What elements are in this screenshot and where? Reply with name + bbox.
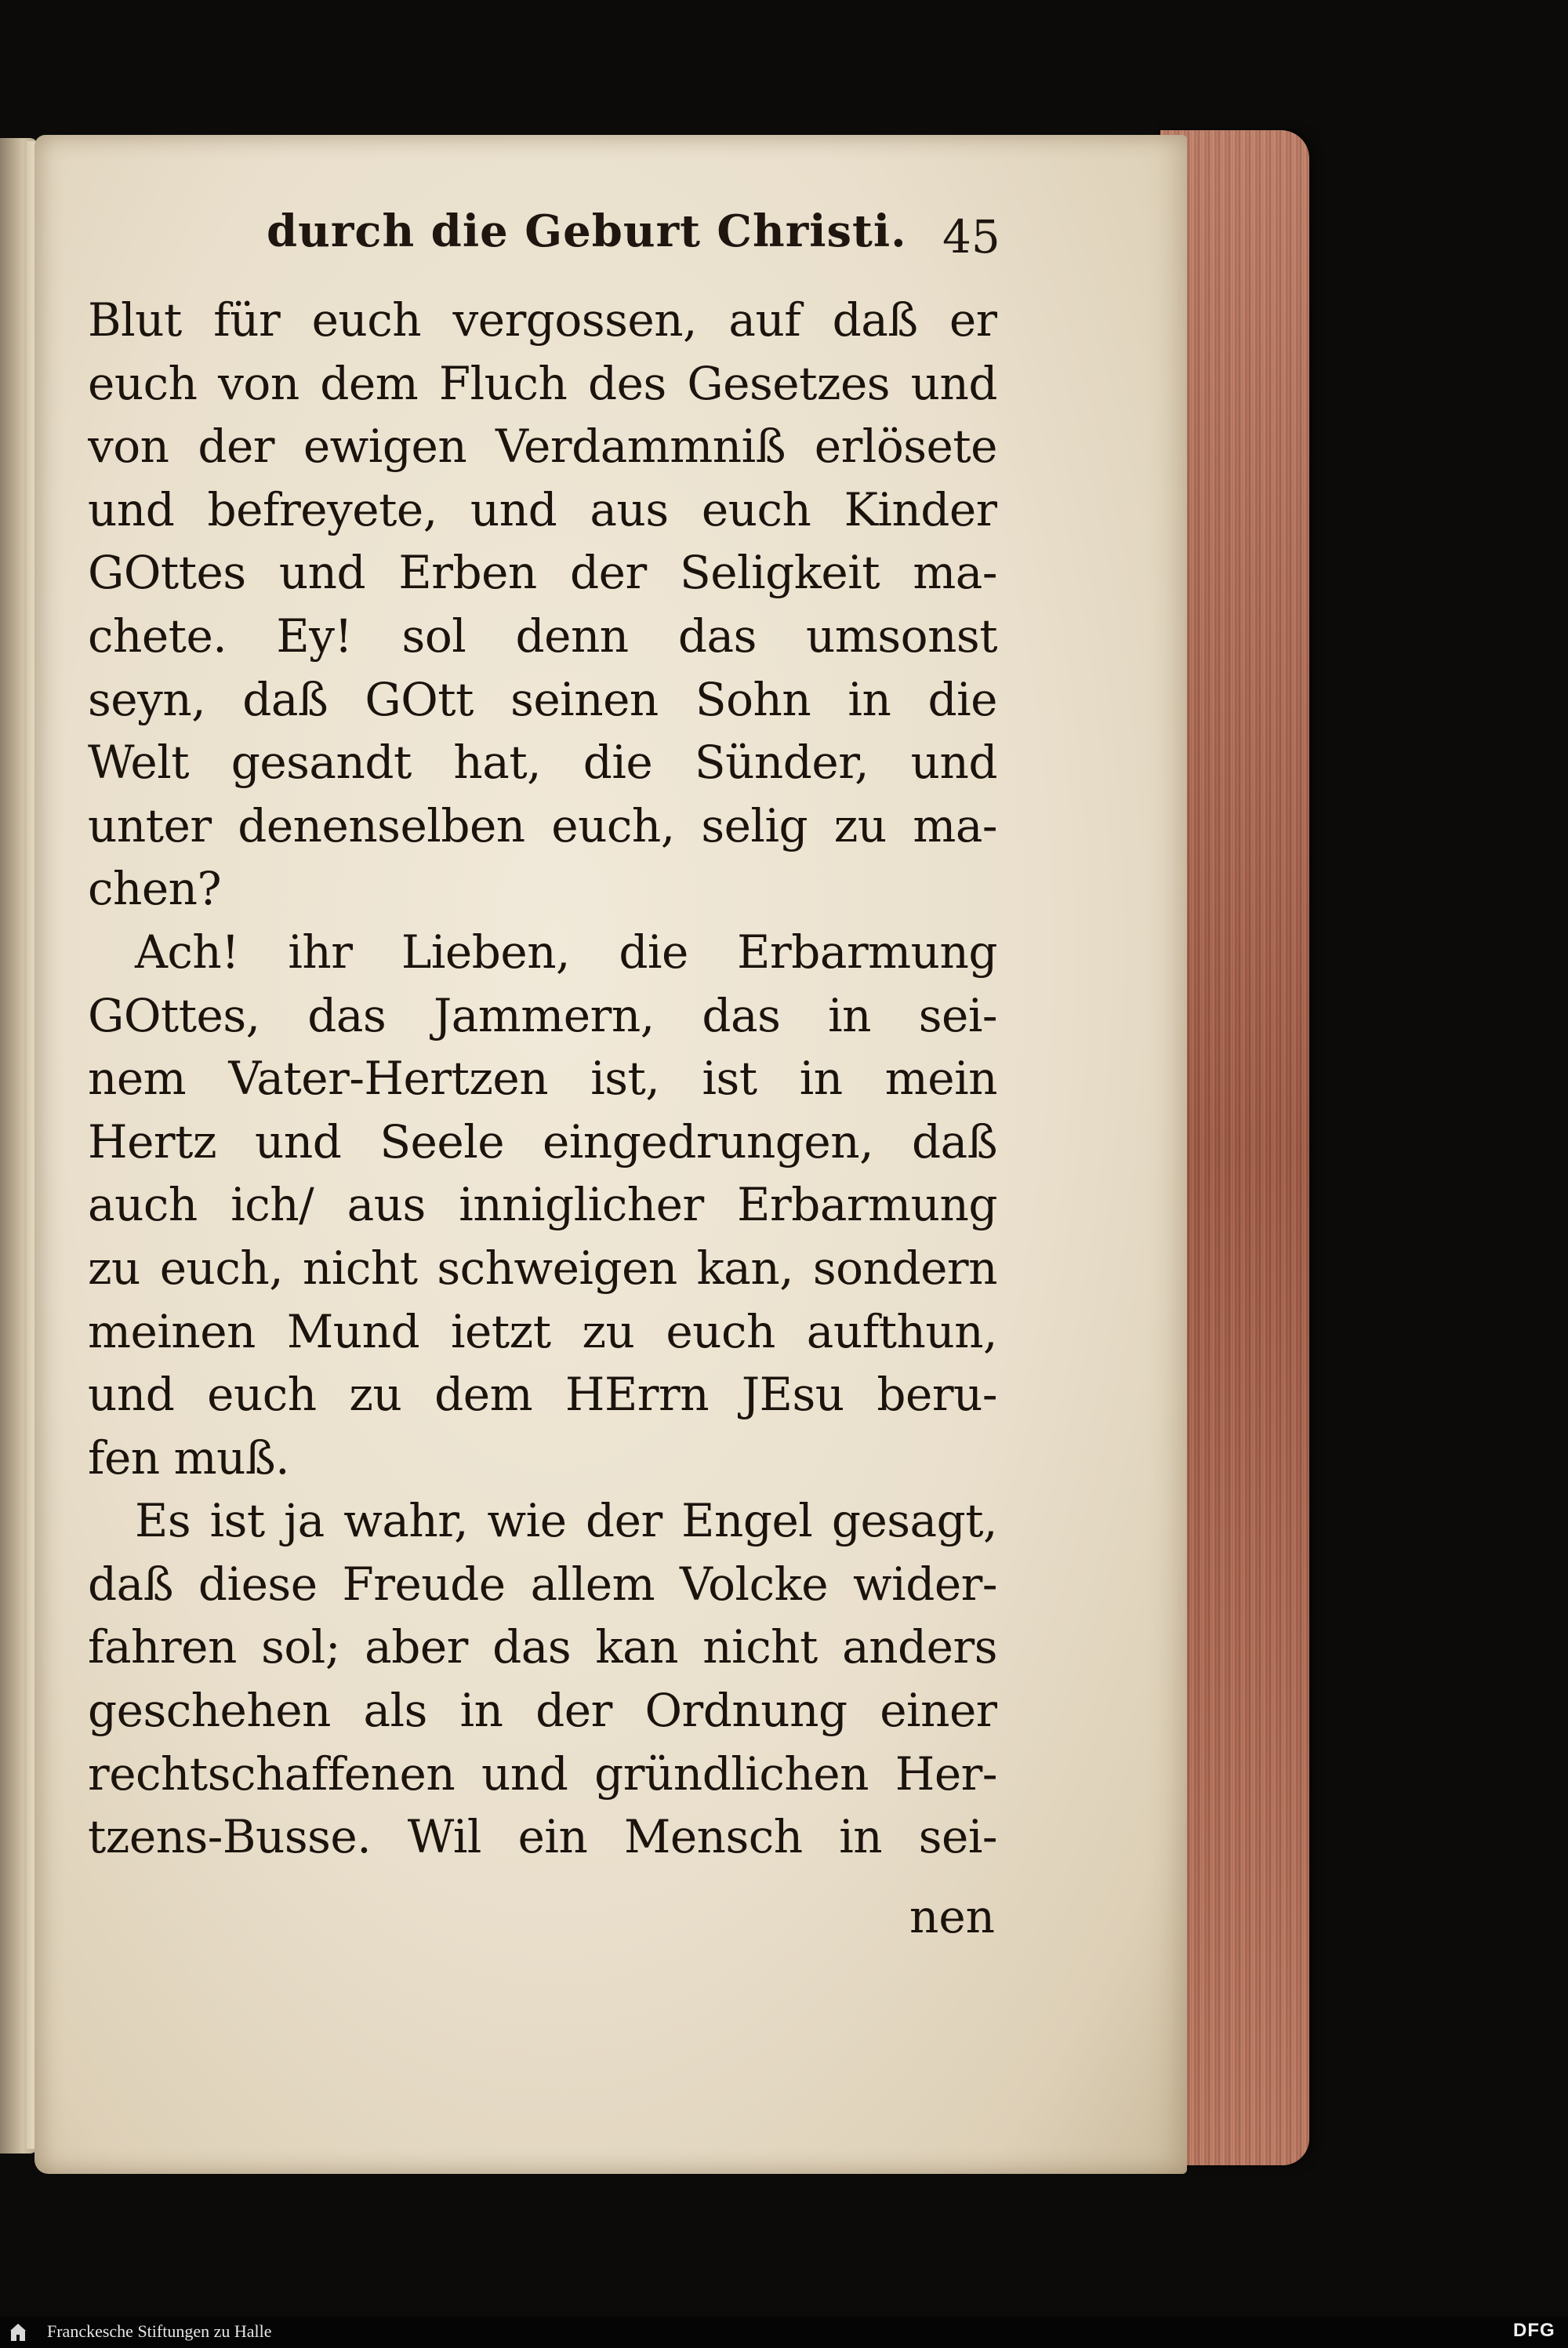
- dfg-logo: DFG: [1513, 2320, 1555, 2341]
- footer-institution: Franckesche Stiftungen zu Halle: [47, 2321, 272, 2341]
- text-line: und befreyete, und aus euch Kinder: [88, 482, 997, 536]
- text-line: seyn, daß GOtt seinen Sohn in die: [88, 672, 997, 726]
- text-line: GOttes, das Jammern, das in sei-: [88, 988, 997, 1042]
- text-line: Es ist ja wahr, wie der Engel gesagt,: [135, 1494, 997, 1548]
- text-line: von der ewigen Verdammniß erlösete: [88, 420, 997, 474]
- page-number: 45: [942, 210, 1000, 264]
- text-line: daß diese Freude allem Volcke wider-: [88, 1557, 997, 1611]
- text-line: Welt gesandt hat, die Sünder, und: [88, 736, 997, 790]
- text-line: euch von dem Fluch des Gesetzes und: [88, 356, 997, 410]
- text-line: unter denenselben euch, selig zu ma-: [88, 798, 997, 852]
- text-line: rechtschaffenen und gründlichen Her-: [88, 1746, 997, 1801]
- text-line: GOttes und Erben der Seligkeit ma-: [88, 546, 997, 600]
- text-line: fahren sol; aber das kan nicht anders: [88, 1620, 997, 1674]
- text-line: und euch zu dem HErrn JEsu beru-: [88, 1368, 997, 1422]
- text-line: tzens-Busse. Wil ein Mensch in sei-: [88, 1810, 997, 1864]
- text-line: chete. Ey! sol denn das umsonst: [88, 609, 997, 663]
- text-line: Hertz und Seele eingedrungen, daß: [88, 1114, 997, 1169]
- franckesche-stiftungen-logo-icon: [9, 2323, 27, 2342]
- text-line: geschehen als in der Ordnung einer: [88, 1684, 997, 1738]
- text-line: chen?: [88, 862, 222, 916]
- text-line: nem Vater-Hertzen ist, ist in mein: [88, 1052, 997, 1106]
- text-line: zu euch, nicht schweigen kan, sondern: [88, 1241, 997, 1295]
- text-line: Ach! ihr Lieben, die Erbarmung: [135, 925, 997, 979]
- text-line: auch ich/ aus inniglicher Erbarmung: [88, 1178, 997, 1232]
- page-body-text: [88, 289, 997, 1869]
- text-line: Blut für euch vergossen, auf daß er: [88, 293, 997, 347]
- running-head: durch die Geburt Christi.: [267, 205, 907, 257]
- text-line: meinen Mund ietzt zu euch aufthun,: [88, 1304, 997, 1358]
- text-line: fen muß.: [88, 1430, 290, 1485]
- catchword: nen: [909, 1890, 996, 1943]
